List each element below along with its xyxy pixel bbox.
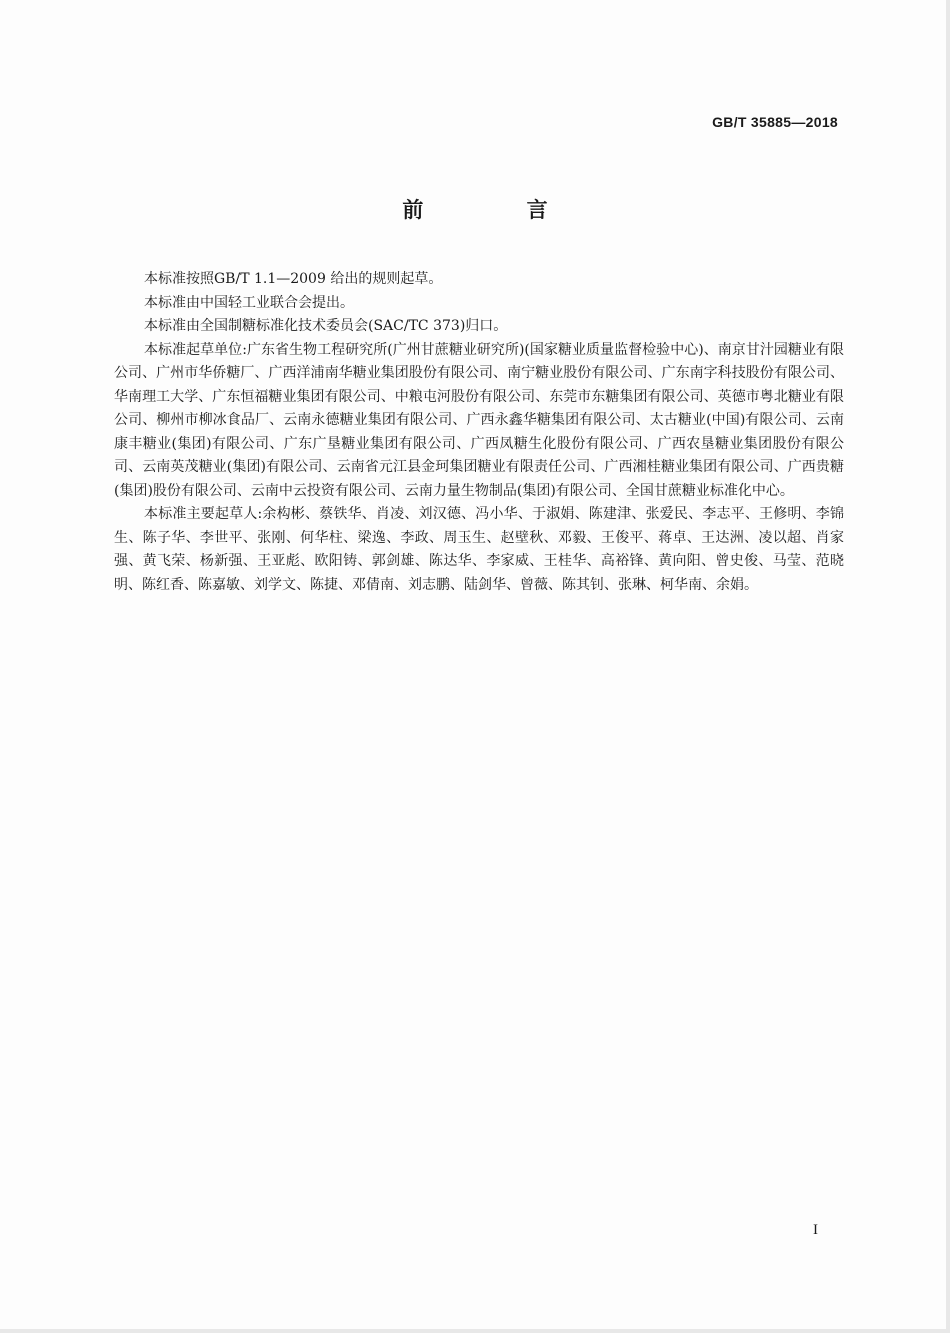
paragraph-drafting-rules: 本标准按照GB/T 1.1—2009 给出的规则起草。 — [144, 271, 443, 287]
paragraph-proposer: 本标准由中国轻工业联合会提出。 — [144, 294, 354, 311]
paragraph-administration: 本标准由全国制糖标准化技术委员会(SAC/TC 373)归口。 — [144, 318, 508, 334]
page-title: 前 言 — [402, 198, 596, 222]
foreword-body — [114, 268, 844, 597]
page-number: I — [813, 1222, 818, 1238]
standard-code: GB/T 35885—2018 — [712, 114, 838, 130]
paragraph-drafting-units: 本标准起草单位:广东省生物工程研究所(广州甘蔗糖业研究所)(国家糖业质量监督检验中心)、南京甘汁园糖业有限公司、广州市华侨糖厂、广西洋浦南华糖业集团股份有限公司、南宁糖业股份有限公司、广东南字科技股份有限公司、华南理工大学、广东恒福糖业集团有限公司、中粮屯河股份有限公司、东莞市东糖集团有限公司、英德市粤北糖业有限公司、柳州市柳冰食品厂、云南永德糖业集团有限公司、广西永鑫华糖集团有限公司、太古糖业(中国)有限公司、云南康丰糖业(集团)有限公司、广东广垦糖业集团有限公司、广西凤糖生化股份有限公司、广西农垦糖业集团股份有限公司、云南英茂糖业(集团)有限公司、云南省元江县金珂集团糖业有限责任公司、广西湘桂糖业集团有限公司、广西贵糖(集团)股份有限公司、云南中云投资有限公司、云南力量生物制品(集团)有限公司、全国甘蔗糖业标准化中心。 — [114, 341, 844, 499]
paragraph-main-drafters: 本标准主要起草人:余构彬、蔡铁华、肖凌、刘汉德、冯小华、于淑娟、陈建津、张爱民、李志平、王修明、李锦生、陈子华、李世平、张刚、何华柱、梁逸、李政、周玉生、赵壁秋、邓毅、王俊平、蒋卓、王达洲、凌以超、肖家强、黄飞荣、杨新强、王亚彪、欧阳铸、郭剑雄、陈达华、李家威、王桂华、高裕锋、黄向阳、曾史俊、马莹、范晓明、陈红香、陈嘉敏、刘学文、陈捷、邓倩南、刘志鹏、陆剑华、曾薇、陈其钊、张琳、柯华南、余娟。 — [114, 506, 844, 593]
